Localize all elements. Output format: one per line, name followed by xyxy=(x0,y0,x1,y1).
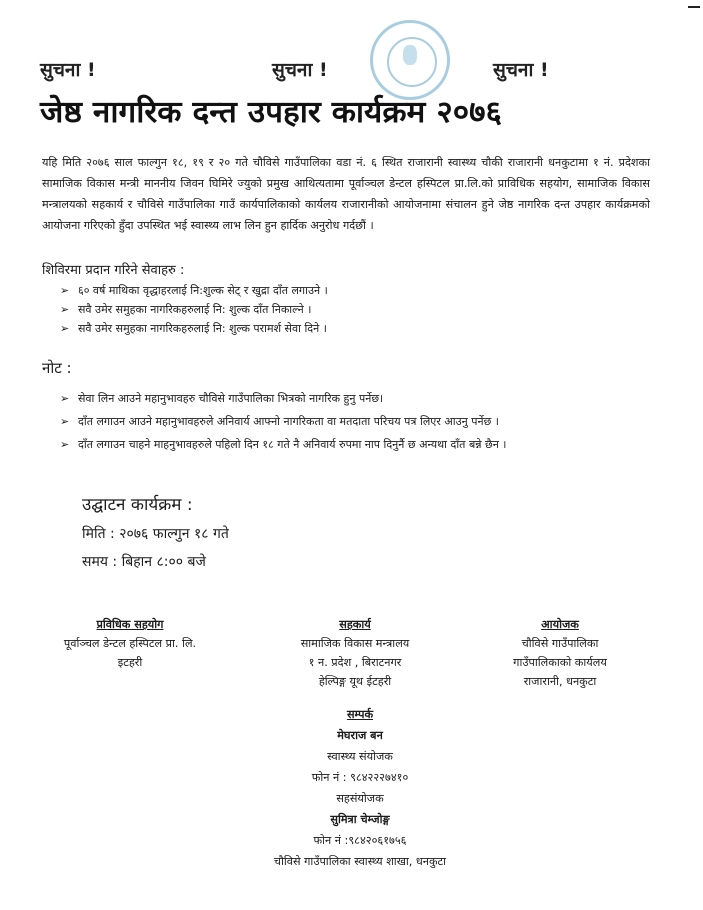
organizer-line: गाउँपालिकाको कार्यलय xyxy=(513,656,607,669)
services-list xyxy=(60,281,328,338)
inauguration-time: समय : बिहान ८:०० बजे xyxy=(82,554,206,570)
service-text: ६० वर्ष माथिका वृद्धाहरलाई नि:शुल्क सेट् र खुद्रा दाँत लगाउने । xyxy=(78,284,328,297)
organizer-heading: आयोजक xyxy=(541,618,579,631)
note-text: सेवा लिन आउने महानुभावहरु चौविसे गाउँपालिका भित्रको नागरिक हुनु पर्नेछ। xyxy=(78,392,384,405)
collaboration-line: हेल्पिङ्ग यूथ ईटहरी xyxy=(318,675,392,688)
contact-heading: सम्पर्क xyxy=(346,708,374,721)
list-item xyxy=(60,412,660,431)
technical-support-line: इटहरी xyxy=(117,656,143,669)
contact-name: मेघराज बन xyxy=(337,729,383,742)
intro-paragraph: यहि मिति २०७६ साल फाल्गुन १८, १९ र २० गते चौविसे गाउँपालिका वडा नं. ६ स्थित राजारानी स्वास्थ्य चौकी राजारानी धनकुटामा १ नं. प्रदेशका सामाजिक विकास मन्त्री माननीय जिवन घिमिरे ज्युको प्रमुख आथित्यतामा पूर्वाञ्चल डेन्टल हस्पिटल प्रा.लि.को प्राविधिक सहयोग, सामाजिक विकास मन्त्रालयको सहकार्य र चौविसे गाउँपालिका गाउँ कार्यपालिकाको कार्यलय राजारानीको आयोजनामा संचालन हुने जेष्ठ नागरिक दन्त उपहार कार्यक्रमको आयोजना गरिएको हुँदा उपस्थित भई स्वास्थ्य लाभ लिन हुन हार्दिक अनुरोध गर्दछौं । xyxy=(42,156,650,232)
collaboration-line: १ न. प्रदेश , बिराटनगर xyxy=(308,656,402,669)
collaboration-block xyxy=(255,615,455,691)
list-item xyxy=(60,319,328,338)
inauguration-heading: उद्घाटन कार्यक्रम : xyxy=(82,495,193,515)
note-text: दाँत लगाउन आउने महानुभावहरुले अनिवार्य आफ्नो नागरिकता वा मतदाता परिचय पत्र लिएर आउनु पर्नेछ । xyxy=(78,415,499,428)
technical-support-block xyxy=(30,615,230,672)
arrow-bullet-icon: ➢ xyxy=(60,438,70,451)
arrow-bullet-icon: ➢ xyxy=(60,303,70,316)
contact-name: सुमित्रा चेम्जोङ्ग xyxy=(330,813,390,826)
seal-emblem xyxy=(403,45,417,65)
contact-phone: फोन नं : ९८४२२२७४१० xyxy=(311,771,409,784)
arrow-bullet-icon: ➢ xyxy=(60,392,70,405)
notice-right: सुचना ! xyxy=(493,59,549,81)
organizer-block xyxy=(450,615,670,691)
collaboration-line: सामाजिक विकास मन्त्रालय xyxy=(300,637,410,650)
organizer-line: राजारानी, धनकुटा xyxy=(523,675,597,688)
list-item xyxy=(60,435,660,454)
arrow-bullet-icon: ➢ xyxy=(60,284,70,297)
page-title: जेष्ठ नागरिक दन्त उपहार कार्यक्रम २०७६ xyxy=(40,95,502,130)
technical-support-line: पूर्वाञ्चल डेन्टल हस्पिटल प्रा. लि. xyxy=(63,637,197,650)
notes-heading: नोट : xyxy=(42,359,72,377)
contact-office: चौविसे गाउँपालिका स्वास्थ्य शाखा, धनकुटा xyxy=(273,855,447,868)
organizer-line: चौविसे गाउँपालिका xyxy=(521,637,599,650)
service-text: सवै उमेर समुहका नागरिकहरुलाई नि: शुल्क दाँत निकाल्ने । xyxy=(78,303,312,316)
contact-block xyxy=(230,704,490,872)
contact-role: स्वास्थ्य संयोजक xyxy=(327,750,393,763)
arrow-bullet-icon: ➢ xyxy=(60,322,70,335)
contact-phone: फोन नं :९८४२०६१७५६ xyxy=(313,834,407,847)
notice-left: सुचना ! xyxy=(40,59,96,81)
notes-list xyxy=(60,389,660,458)
arrow-bullet-icon: ➢ xyxy=(60,415,70,428)
services-heading: शिविरमा प्रदान गरिने सेवाहरु : xyxy=(42,263,185,278)
page-mark xyxy=(688,6,700,8)
technical-support-heading: प्रविधिक सहयोग xyxy=(96,618,164,631)
inauguration-date: मिति : २०७६ फाल्गुन १८ गते xyxy=(82,526,229,542)
notice-center: सुचना ! xyxy=(272,59,328,81)
list-item xyxy=(60,300,328,319)
note-text: दाँत लगाउन चाहने माहनुभावहरुले पहिलो दिन १८ गते नै अनिवार्य रुपमा नाप दिनुर्नै छ अन्यथा दाँत बन्ने छैन । xyxy=(78,438,507,451)
service-text: सवै उमेर समुहका नागरिकहरुलाई नि: शुल्क परामर्श सेवा दिने । xyxy=(78,322,327,335)
official-seal-icon xyxy=(370,20,450,100)
list-item xyxy=(60,281,328,300)
list-item xyxy=(60,389,660,408)
contact-role: सहसंयोजक xyxy=(336,792,384,805)
collaboration-heading: सहकार्य xyxy=(339,618,371,631)
